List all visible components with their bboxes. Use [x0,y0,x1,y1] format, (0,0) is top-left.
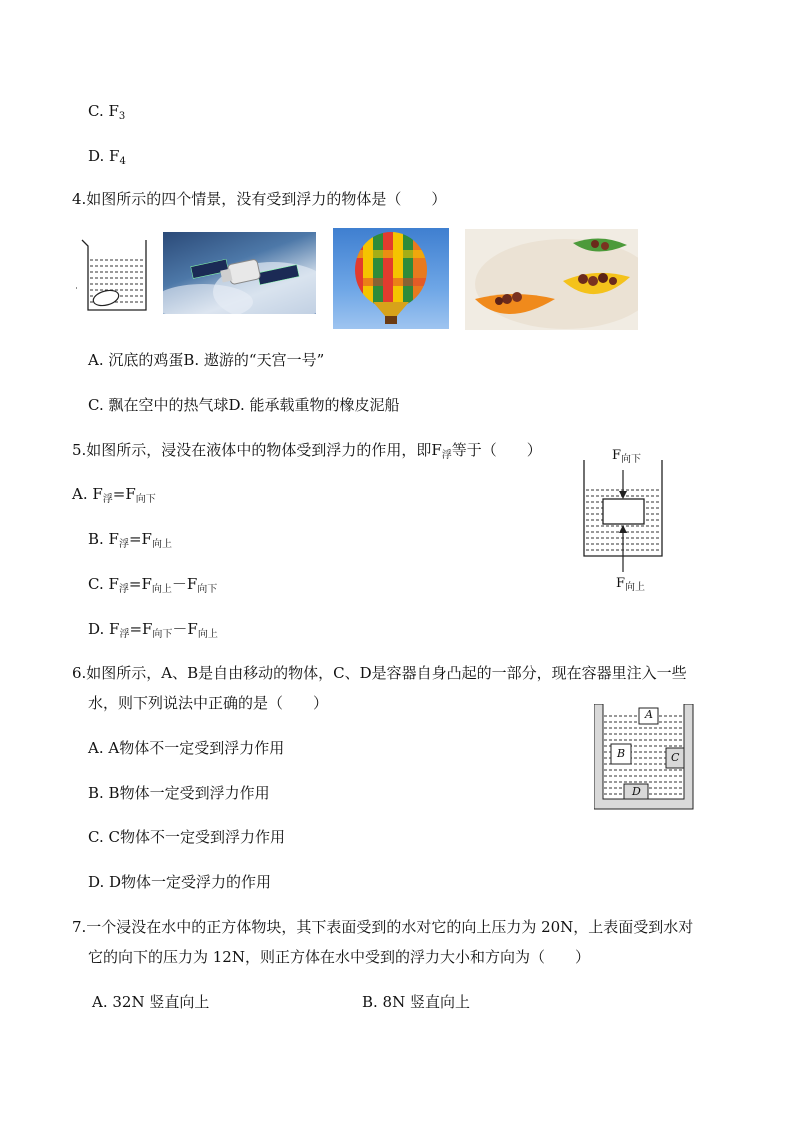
q5-option-a: A. $F_浮=F_{向下}$ [72,485,156,505]
q6-stem-line2: 水，则下列说法中正确的是（ ） [88,694,329,712]
q7-stem-line1: 7.一个浸没在水中的正方体物块，其下表面受到的水对它的向上压力为 20N，上表面受到水对 [72,918,694,936]
label-b: B [617,747,626,760]
q5-option-c: C. $F_浮=F_{向上}-F_{向下}$ [88,575,218,595]
container-abcd-figure [594,704,694,810]
q4-option-d: D. 能承载重物的橡皮泥船 [228,396,400,414]
hot-air-balloon-photo [333,228,449,329]
label-c: C [671,751,680,764]
q4-option-b: B. 遨游的“天宫一号” [183,351,325,369]
space-station-icon [163,232,316,314]
arrow-down-icon [619,491,627,499]
beaker-egg-figure [76,236,152,314]
q6-option-b: B. B物体一定受到浮力作用 [88,784,270,802]
q4-options-row1 [88,350,324,370]
hot-air-balloon-icon [333,228,449,329]
q6-option-c: C. C物体不一定受到浮力作用 [88,828,285,846]
q3-option-d: D. $F_4$ [88,147,126,167]
submerged-block [603,499,644,524]
label-f-up: $F_{向上}$ [616,576,646,593]
q4-options-row2 [88,395,400,415]
arrow-up-icon [619,525,627,533]
q6-option-d: D. D物体一定受浮力的作用 [88,873,272,891]
label-d: D [632,785,641,798]
q3-option-c: C. $F_3$ [88,102,126,122]
q6-option-a: A. A物体不一定受到浮力作用 [88,739,285,757]
label-f-down: $F_{向下}$ [612,448,642,465]
q7-option-b: B. 8N 竖直向上 [362,993,470,1011]
buoyancy-pressure-figure [572,448,682,594]
q4-option-c: C. 飘在空中的热气球 [88,396,229,414]
q7-option-a: A. 32N 竖直向上 [92,993,210,1011]
clay-boat-photo [465,229,638,330]
clay-boat-icon [465,229,638,330]
q7-stem-line2: 它的向下的压力为 12N，则正方体在水中受到的浮力大小和方向为（ ） [88,948,590,966]
tiangong-photo [163,232,316,314]
label-a: A [645,708,653,721]
egg-icon [92,288,121,308]
q4-option-a: A. 沉底的鸡蛋 [88,351,184,369]
q5-option-d: D. $F_浮=F_{向下}-F_{向上}$ [88,620,218,640]
q5-option-b: B. $F_浮=F_{向上}$ [88,530,172,550]
q5-stem: 5.如图所示，浸没在液体中的物体受到浮力的作用，即$F_浮$等于（ ） [72,441,542,461]
q6-stem-line1: 6.如图所示，A、B是自由移动的物体，C、D是容器自身凸起的一部分，现在容器里注入一些 [72,664,687,682]
q4-stem: 4.如图所示的四个情景，没有受到浮力的物体是（ ） [72,190,447,208]
